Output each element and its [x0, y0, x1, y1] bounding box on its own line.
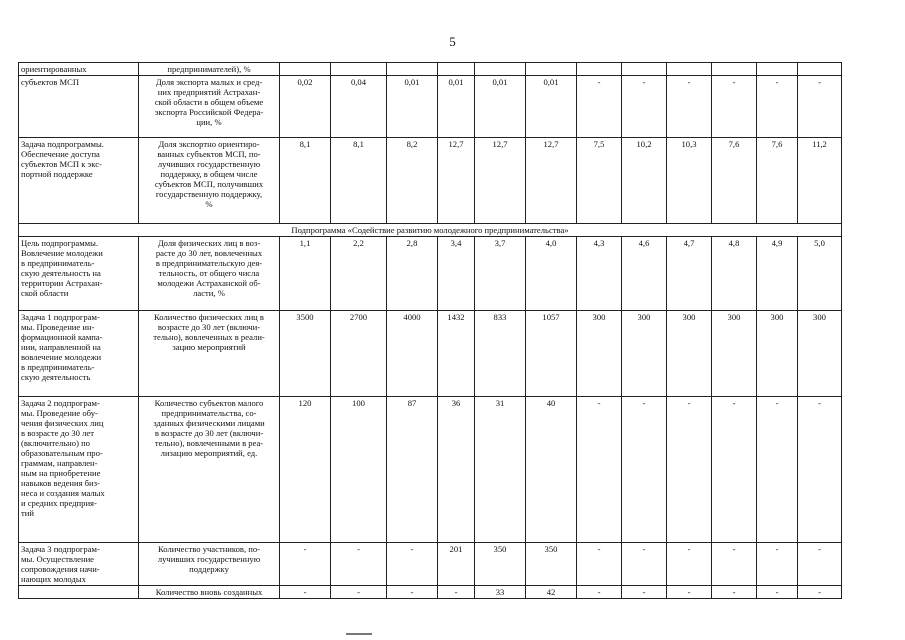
- value-cell: 4,6: [622, 237, 667, 311]
- table-row: [19, 63, 842, 76]
- value-cell: 4,9: [757, 237, 798, 311]
- scan-mark: [346, 633, 372, 635]
- value-cell: 12,7: [475, 138, 526, 224]
- value-cell: 4,8: [712, 237, 757, 311]
- value-cell: 5,0: [798, 237, 842, 311]
- value-cell: -: [757, 586, 798, 599]
- value-cell: -: [622, 543, 667, 586]
- value-cell: -: [622, 586, 667, 599]
- value-cell: 1,1: [280, 237, 331, 311]
- value-cell: -: [712, 586, 757, 599]
- value-cell: -: [577, 397, 622, 543]
- value-cell: [331, 63, 387, 76]
- table-row: [19, 543, 842, 586]
- value-cell: 4000: [387, 311, 438, 397]
- value-cell: [438, 63, 475, 76]
- value-cell: -: [798, 543, 842, 586]
- value-cell: 7,6: [757, 138, 798, 224]
- value-cell: -: [667, 76, 712, 138]
- goal-cell: Задача 1 подпрограм- мы. Проведение ин- формационной кампа- нии, направленной на вовлечение молодежи в предприниматель- скую деятельность: [19, 311, 139, 397]
- value-cell: [798, 63, 842, 76]
- value-cell: 2,2: [331, 237, 387, 311]
- value-cell: -: [757, 76, 798, 138]
- table-row: [19, 237, 842, 311]
- value-cell: 8,1: [280, 138, 331, 224]
- value-cell: 42: [526, 586, 577, 599]
- value-cell: 300: [667, 311, 712, 397]
- value-cell: 2700: [331, 311, 387, 397]
- value-cell: [712, 63, 757, 76]
- value-cell: [526, 63, 577, 76]
- value-cell: 40: [526, 397, 577, 543]
- goal-cell: ориентированных: [19, 63, 139, 76]
- value-cell: -: [712, 543, 757, 586]
- value-cell: [577, 63, 622, 76]
- value-cell: 0,02: [280, 76, 331, 138]
- goal-cell: субъектов МСП: [19, 76, 139, 138]
- value-cell: -: [667, 543, 712, 586]
- value-cell: 12,7: [438, 138, 475, 224]
- value-cell: 10,2: [622, 138, 667, 224]
- indicator-cell: Количество вновь созданных: [139, 586, 280, 599]
- value-cell: 100: [331, 397, 387, 543]
- indicator-cell: Количество участников, по- лучивших государственную поддержку: [139, 543, 280, 586]
- value-cell: 120: [280, 397, 331, 543]
- value-cell: -: [798, 586, 842, 599]
- value-cell: 36: [438, 397, 475, 543]
- goal-cell: Задача 2 подпрограм- мы. Проведение обу- чения физических лиц в возрасте до 30 лет (включительно) по образовательным про- граммам, направлен- ным на приобретение навыков ведения биз- неса и создания малых и средних предприя- тий: [19, 397, 139, 543]
- value-cell: 0,01: [438, 76, 475, 138]
- value-cell: -: [280, 543, 331, 586]
- value-cell: -: [577, 586, 622, 599]
- value-cell: 300: [757, 311, 798, 397]
- value-cell: 31: [475, 397, 526, 543]
- page-number: 5: [449, 34, 456, 49]
- indicators-table: [18, 62, 842, 599]
- value-cell: 7,5: [577, 138, 622, 224]
- value-cell: 0,01: [526, 76, 577, 138]
- value-cell: -: [667, 586, 712, 599]
- value-cell: 11,2: [798, 138, 842, 224]
- value-cell: 1057: [526, 311, 577, 397]
- value-cell: 4,3: [577, 237, 622, 311]
- value-cell: 0,01: [475, 76, 526, 138]
- value-cell: -: [712, 76, 757, 138]
- value-cell: -: [577, 76, 622, 138]
- value-cell: 12,7: [526, 138, 577, 224]
- value-cell: 300: [577, 311, 622, 397]
- value-cell: -: [798, 397, 842, 543]
- value-cell: 3,7: [475, 237, 526, 311]
- indicator-cell: Количество субъектов малого предпринимательства, со- зданных физическими лицами в возрасте до 30 лет (включи- тельно), вовлеченными в реа- лизацию мероприятий, ед.: [139, 397, 280, 543]
- value-cell: 8,2: [387, 138, 438, 224]
- value-cell: 300: [712, 311, 757, 397]
- value-cell: [622, 63, 667, 76]
- indicator-cell: Доля физических лиц в воз- расте до 30 лет, вовлеченных в предпринимательскую дея- тельность, от общего числа молодежи Астраханской об- ласти, %: [139, 237, 280, 311]
- value-cell: -: [622, 397, 667, 543]
- value-cell: -: [622, 76, 667, 138]
- value-cell: -: [798, 76, 842, 138]
- indicator-cell: Количество физических лиц в возрасте до 30 лет (включи- тельно), вовлеченных в реали- зацию мероприятий: [139, 311, 280, 397]
- value-cell: 7,6: [712, 138, 757, 224]
- value-cell: 0,04: [331, 76, 387, 138]
- table-row: [19, 311, 842, 397]
- value-cell: 2,8: [387, 237, 438, 311]
- indicator-cell: предпринимателей), %: [139, 63, 280, 76]
- value-cell: 300: [798, 311, 842, 397]
- value-cell: -: [712, 397, 757, 543]
- goal-cell: Задача подпрограммы. Обеспечение доступа субъектов МСП к экс- портной поддержке: [19, 138, 139, 224]
- value-cell: -: [667, 397, 712, 543]
- value-cell: 350: [475, 543, 526, 586]
- indicator-cell: Доля экспортно ориентиро- ванных субъектов МСП, по- лучивших государственную поддержку, в общем числе субъектов МСП, получивших государственную поддержку, %: [139, 138, 280, 224]
- value-cell: -: [387, 586, 438, 599]
- value-cell: 10,3: [667, 138, 712, 224]
- value-cell: -: [331, 543, 387, 586]
- value-cell: -: [387, 543, 438, 586]
- value-cell: 8,1: [331, 138, 387, 224]
- table-body: [19, 63, 842, 599]
- value-cell: [387, 63, 438, 76]
- value-cell: -: [757, 543, 798, 586]
- value-cell: 3,4: [438, 237, 475, 311]
- section-row: [19, 224, 842, 237]
- value-cell: -: [438, 586, 475, 599]
- table-row: [19, 397, 842, 543]
- value-cell: [757, 63, 798, 76]
- value-cell: 201: [438, 543, 475, 586]
- value-cell: 4,0: [526, 237, 577, 311]
- value-cell: -: [757, 397, 798, 543]
- value-cell: -: [280, 586, 331, 599]
- value-cell: [667, 63, 712, 76]
- value-cell: 1432: [438, 311, 475, 397]
- table-row: [19, 76, 842, 138]
- value-cell: 0,01: [387, 76, 438, 138]
- subprogram-heading: Подпрограмма «Содействие развитию молодежного предпринимательства»: [19, 224, 842, 237]
- table-row: [19, 586, 842, 599]
- table-row: [19, 138, 842, 224]
- value-cell: [475, 63, 526, 76]
- value-cell: 3500: [280, 311, 331, 397]
- value-cell: 33: [475, 586, 526, 599]
- value-cell: 350: [526, 543, 577, 586]
- value-cell: -: [331, 586, 387, 599]
- goal-cell: Задача 3 подпрограм- мы. Осуществление сопровождения начи- нающих молодых: [19, 543, 139, 586]
- goal-cell: [19, 586, 139, 599]
- indicator-cell: Доля экспорта малых и сред- них предприятий Астрахан- ской области в общем объеме экспорта Российской Федера- ции, %: [139, 76, 280, 138]
- value-cell: 87: [387, 397, 438, 543]
- value-cell: 4,7: [667, 237, 712, 311]
- value-cell: 833: [475, 311, 526, 397]
- value-cell: [280, 63, 331, 76]
- value-cell: -: [577, 543, 622, 586]
- goal-cell: Цель подпрограммы. Вовлечение молодежи в предприниматель- скую деятельность на территории Астрахан- ской области: [19, 237, 139, 311]
- value-cell: 300: [622, 311, 667, 397]
